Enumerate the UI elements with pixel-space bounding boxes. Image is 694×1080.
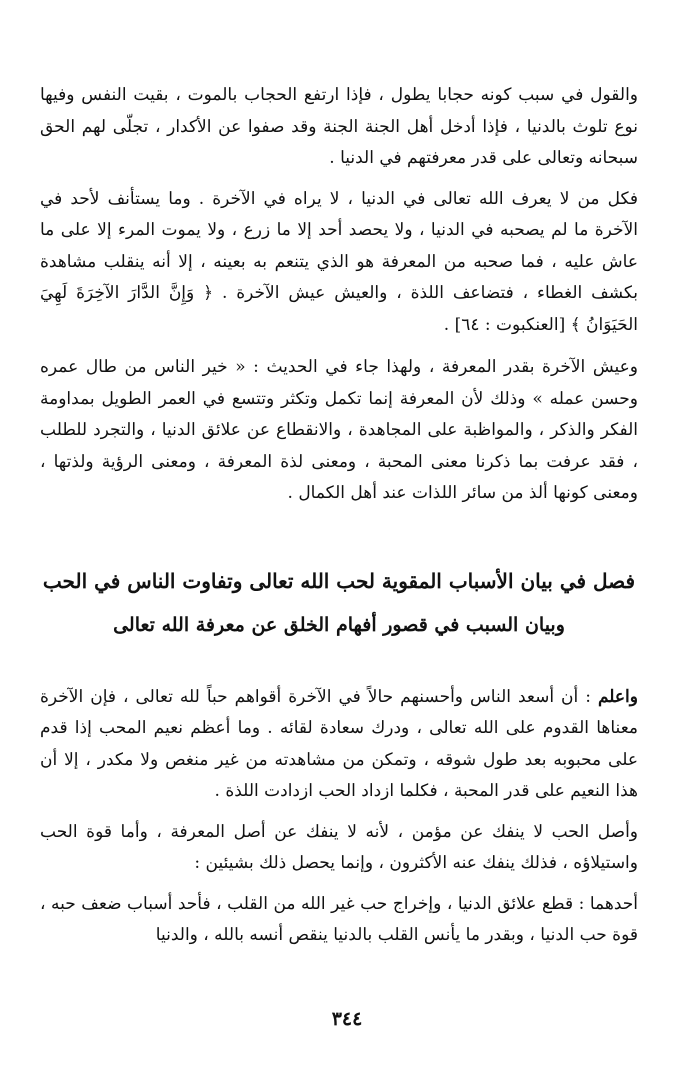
page-number: ٣٤٤ [331,1008,363,1030]
paragraph-life-of-hereafter: وعيش الآخرة بقدر المعرفة ، ولهذا جاء في الحديث : « خير الناس من طال عمره وحسن عمله » وذلك لأن المعرفة إنما تكمل وتكثر وتتسع في العمر الطويل بمداومة الفكر والذكر ، والمواظبة على المجاهدة ، والانقطاع عن علائق الدنيا ، والتجرد للطلب ، فقد عرفت بما ذكرنا معنى المحبة ، ومعنى لذة المعرفة ، ومعنى الرؤية ولذتها ، ومعنى كونها ألذ من سائر اللذات عند أهل الكمال . [40,357,638,503]
section-heading-block [40,564,638,642]
paragraph-lead-word: واعلم [597,686,638,707]
paragraph-first-cause: أحدهما : قطع علائق الدنيا ، وإخراج حب غير الله من القلب ، فأحد أسباب ضعف حبه ، قوة حب الدنيا ، وبقدر ما يأنس القلب بالدنيا ينقص أنسه بالله ، والدنيا [40,893,638,945]
paragraph-origin-of-love: وأصل الحب لا ينفك عن مؤمن ، لأنه لا ينفك عن أصل المعرفة ، وأما قوة الحب واستيلاؤه ، فذلك ينفك عنه الأكثرون ، وإنما يحصل ذلك بشيئين : [40,821,638,873]
paragraph-text: : أن أسعد الناس وأحسنهم حالاً في الآخرة أقواهم حباً لله تعالى ، فإن الآخرة معناها القدوم على الله تعالى ، ودرك سعادة لقائه . وما أعظم نعيم المحب إذا قدم على محبوبه بعد طول شوقه ، وتمكن من مشاهدته من غير منغص ولا مكدر ، إلا أن هذا النعيم على قدر المحبة ، فكلما ازداد الحب ازدادت اللذة . [40,686,638,801]
paragraph-veil: والقول في سبب كونه حجابا يطول ، فإذا ارتفع الحجاب بالموت ، بقيت النفس وفيها نوع تلوث بالدنيا ، فإذا أدخل أهل الجنة الجنة وقد صفوا عن الأكدار ، تجلّى لهم الحق سبحانه وتعالى على قدر معرفتهم في الدنيا . [40,85,638,168]
paragraph-know-that [40,682,638,808]
section-subheading: وبيان السبب في قصور أفهام الخلق عن معرفة الله تعالى [113,613,565,636]
section-heading: فصل في بيان الأسباب المقوية لحب الله تعالى وتفاوت الناس في الحب [42,568,636,593]
paragraph-knowledge-hereafter: فكل من لا يعرف الله تعالى في الدنيا ، لا يراه في الآخرة . وما يستأنف لأحد في الآخرة ما لم يصحبه في الدنيا ، ولا يحصد أحد إلا ما زرع ، ولا يموت المرء إلا على ما عاش عليه ، فما صحبه من المعرفة هو الذي يتنعم به بعينه ، إلا أنه ينقلب مشاهدة بكشف الغطاء ، فتضاعف اللذة ، والعيش عيش الآخرة . ﴿ وَإِنَّ الدَّارَ الآخِرَةَ لَهِيَ الحَيَوَانُ ﴾ [العنكبوت : ٦٤] . [40,188,638,335]
